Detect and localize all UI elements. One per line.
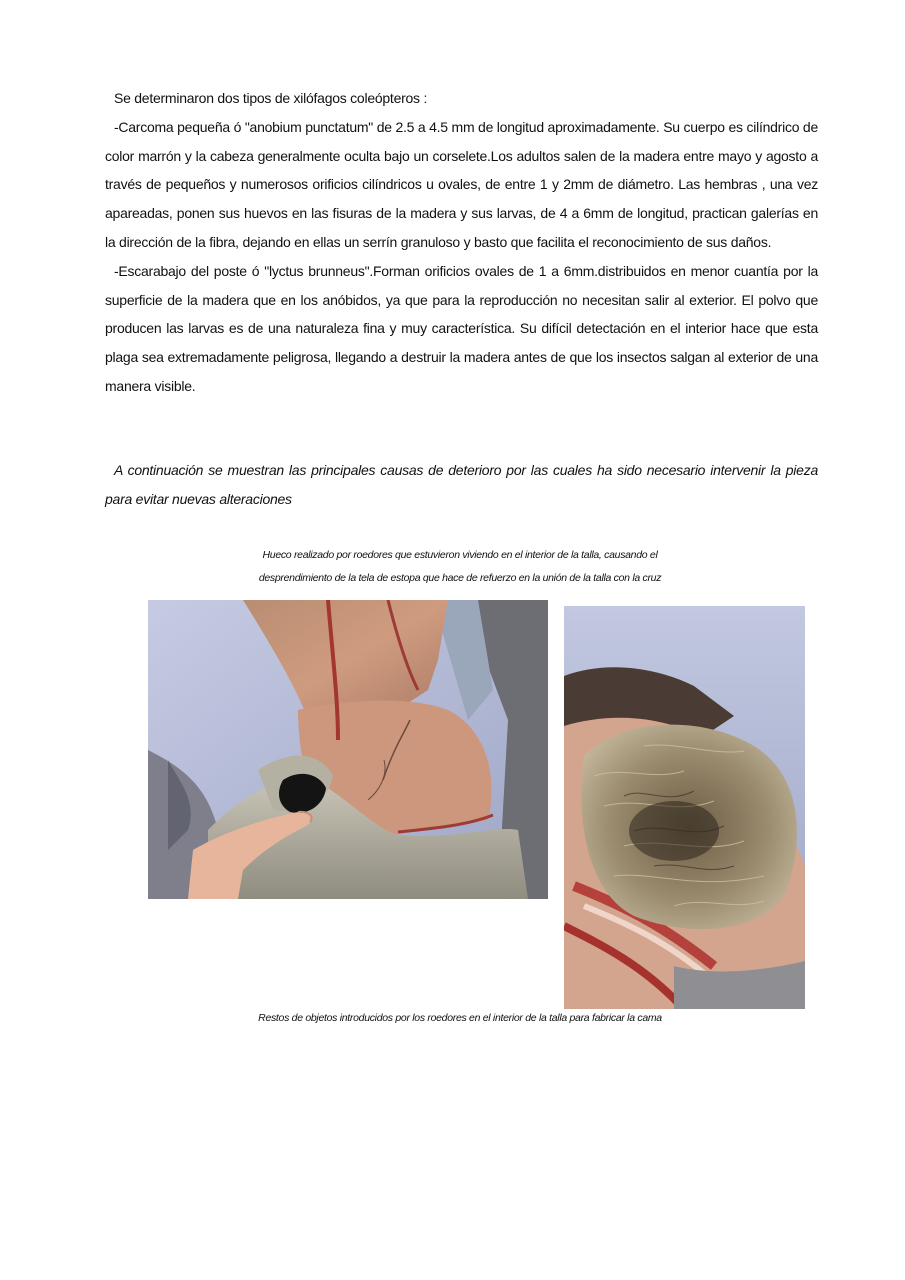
photo-caption-bottom: Restos de objetos introducidos por los roedores en el interior de la talla para fabricar la cama — [258, 1012, 662, 1024]
rodent-hole-image — [148, 600, 548, 899]
carcoma-paragraph: -Carcoma pequeña ó "anobium punctatum" de 2.5 a 4.5 mm de longitud aproximadamente. Su cuerpo es cilíndrico de color marrón y la cabeza generalmente oculta bajo un corselete.Los adultos salen de la madera entre mayo y agosto a través de pequeños y numerosos orificios cilíndricos u ovales, de entre 1 y 2mm de diámetro. Las hembras , una vez apareadas, ponen sus huevos en las fisuras de la madera y sus larvas, de 4 a 6mm de longitud, practican galerías en la dirección de la fibra, dejando en ellas un serrín granuloso y basto que facilita el reconocimiento de sus daños. — [105, 118, 818, 250]
photo-caption-top — [150, 544, 770, 589]
deterioration-intro-text: A continuación se muestran las principales causas de deterioro por las cuales ha sido necesario intervenir la pieza para evitar nuevas alteraciones — [105, 462, 818, 507]
insect-description-section — [105, 84, 818, 401]
rodent-nest-photo — [564, 606, 805, 1009]
caption-top-line-2: desprendimiento de la tela de estopa que hace de refuerzo en la unión de la talla con la cruz — [258, 571, 662, 584]
caption-top-line-1: Hueco realizado por roedores que estuvieron viviendo en el interior de la talla, causando el — [262, 549, 658, 561]
rodent-hole-photo — [148, 600, 548, 899]
deterioration-intro-section — [105, 456, 818, 514]
escarabajo-paragraph: -Escarabajo del poste ó "lyctus brunneus".Forman orificios ovales de 1 a 6mm.distribuidos en menor cuantía por la superficie de la madera que en los anóbidos, ya que para la reproducción no necesitan salir al exterior. El polvo que producen las larvas es de una naturaleza fina y muy característica. Su difícil detectación en el interior hace que esta plaga sea extremadamente peligrosa, llegando a destruir la madera antes de que los insectos salgan al exterior de una manera visible. — [105, 262, 818, 394]
intro-line: Se determinaron dos tipos de xilófagos coleópteros : — [114, 90, 428, 106]
rodent-nest-image — [564, 606, 805, 1009]
